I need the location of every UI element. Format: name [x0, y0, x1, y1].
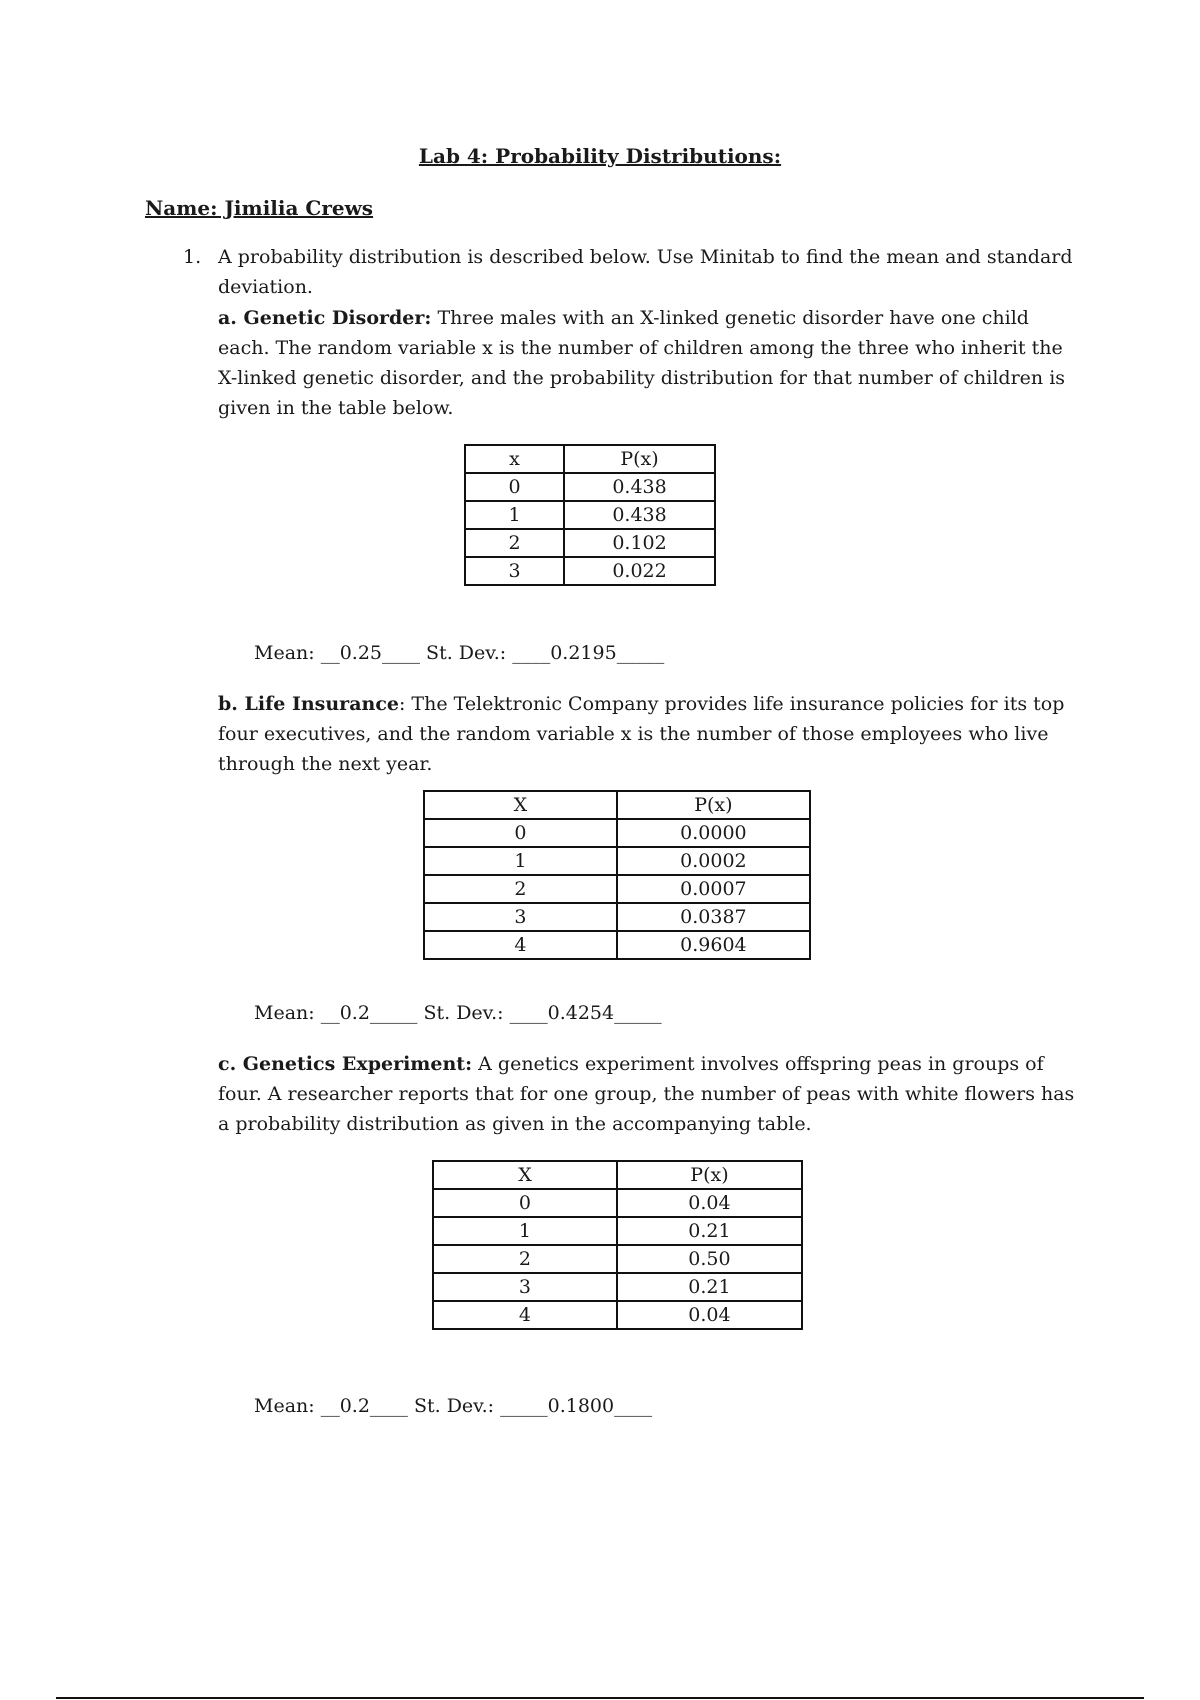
part-b-answer: Mean: __0.2_____ St. Dev.: ____0.4254_____	[254, 1002, 662, 1024]
column-header: x	[465, 445, 564, 473]
table-row	[424, 819, 810, 847]
page-title: Lab 4: Probability Distributions:	[418, 144, 782, 168]
px-cell: 0.50	[617, 1245, 802, 1273]
px-cell: 0.21	[617, 1273, 802, 1301]
x-cell: 1	[433, 1217, 617, 1245]
px-cell: 0.9604	[617, 931, 810, 959]
column-header: P(x)	[617, 791, 810, 819]
x-cell: 1	[465, 501, 564, 529]
part-a-answer: Mean: __0.25____ St. Dev.: ____0.2195_____	[254, 642, 665, 664]
x-cell: 2	[424, 875, 617, 903]
table-header-row	[465, 445, 715, 473]
px-cell: 0.0002	[617, 847, 810, 875]
page-bottom-rule	[56, 1697, 1144, 1699]
px-cell: 0.0000	[617, 819, 810, 847]
px-cell: 0.04	[617, 1189, 802, 1217]
x-cell: 0	[465, 473, 564, 501]
px-cell: 0.102	[564, 529, 715, 557]
part-c-table	[432, 1160, 803, 1330]
x-cell: 4	[424, 931, 617, 959]
part-a-table	[464, 444, 716, 586]
part-b-heading: b. Life Insurance	[218, 693, 399, 715]
column-header: X	[424, 791, 617, 819]
table-header-row	[433, 1161, 802, 1189]
x-cell: 3	[465, 557, 564, 585]
table-row	[465, 473, 715, 501]
table-row	[433, 1245, 802, 1273]
x-cell: 3	[433, 1273, 617, 1301]
table-row	[424, 903, 810, 931]
column-header: P(x)	[564, 445, 715, 473]
x-cell: 2	[465, 529, 564, 557]
px-cell: 0.04	[617, 1301, 802, 1329]
part-b-table	[423, 790, 811, 960]
table-row	[433, 1189, 802, 1217]
question-intro: A probability distribution is described below. Use Minitab to find the mean and standard deviation.	[218, 246, 1073, 298]
px-cell: 0.438	[564, 473, 715, 501]
table-row	[424, 875, 810, 903]
part-c-answer: Mean: __0.2____ St. Dev.: _____0.1800____	[254, 1395, 653, 1417]
px-cell: 0.0387	[617, 903, 810, 931]
x-cell: 0	[424, 819, 617, 847]
part-c-text: A genetics experiment involves offspring peas in groups of four. A researcher reports that for one group, the number of peas with white flowers has a probability distribution as given in the accompanying table.	[218, 1053, 1075, 1135]
part-a-description	[218, 303, 1078, 423]
px-cell: 0.438	[564, 501, 715, 529]
question-number: 1.	[183, 246, 202, 268]
table-row	[433, 1273, 802, 1301]
part-c-description	[218, 1049, 1078, 1139]
part-a-text: Three males with an X-linked genetic disorder have one child each. The random variable x is the number of children among the three who inherit the X-linked genetic disorder, and the probability distribution for that number of children is given in the table below.	[218, 307, 1066, 419]
px-cell: 0.21	[617, 1217, 802, 1245]
x-cell: 0	[433, 1189, 617, 1217]
part-b-text: : The Telektronic Company provides life insurance policies for its top four executives, and the random variable x is the number of those employees who live through the next year.	[218, 693, 1065, 775]
table-row	[465, 529, 715, 557]
column-header: P(x)	[617, 1161, 802, 1189]
x-cell: 2	[433, 1245, 617, 1273]
table-row	[424, 847, 810, 875]
table-row	[433, 1301, 802, 1329]
x-cell: 4	[433, 1301, 617, 1329]
table-row	[465, 557, 715, 585]
x-cell: 3	[424, 903, 617, 931]
column-header: X	[433, 1161, 617, 1189]
table-row	[433, 1217, 802, 1245]
x-cell: 1	[424, 847, 617, 875]
part-b-description	[218, 689, 1078, 779]
part-c-heading: c. Genetics Experiment:	[218, 1053, 473, 1075]
table-row	[424, 931, 810, 959]
part-a-heading: a. Genetic Disorder:	[218, 307, 432, 329]
student-name: Name: Jimilia Crews	[145, 196, 374, 220]
px-cell: 0.0007	[617, 875, 810, 903]
table-row	[465, 501, 715, 529]
table-header-row	[424, 791, 810, 819]
px-cell: 0.022	[564, 557, 715, 585]
